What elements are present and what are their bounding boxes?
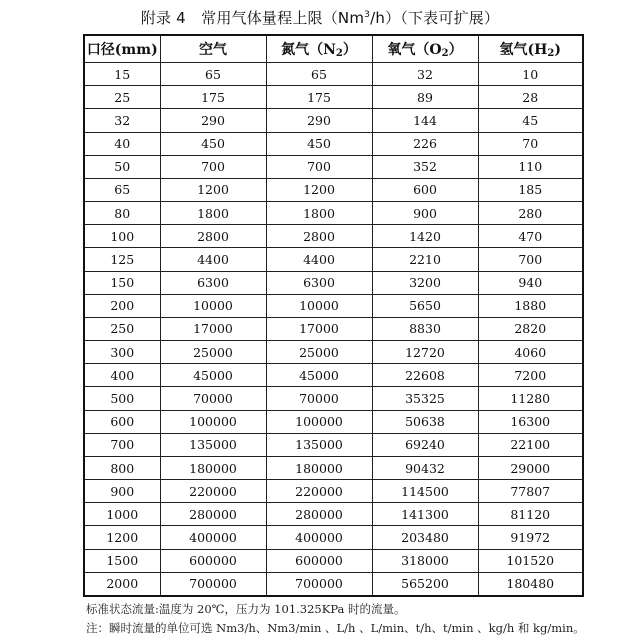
cell-hydrogen: 940 xyxy=(478,271,583,294)
cell-nitrogen: 70000 xyxy=(266,387,372,410)
table-row xyxy=(84,480,583,503)
cell-diameter: 125 xyxy=(84,248,160,271)
cell-diameter: 50 xyxy=(84,155,160,178)
cell-hydrogen: 77807 xyxy=(478,480,583,503)
cell-oxygen: 565200 xyxy=(372,572,478,596)
cell-hydrogen: 11280 xyxy=(478,387,583,410)
note-standard-flow: 标准状态流量:温度为 20℃，压力为 101.325KPa 时的流量。 xyxy=(86,602,406,616)
cell-diameter: 100 xyxy=(84,225,160,248)
cell-oxygen: 141300 xyxy=(372,503,478,526)
cell-nitrogen: 4400 xyxy=(266,248,372,271)
header-oxygen xyxy=(372,35,478,63)
cell-diameter: 200 xyxy=(84,294,160,317)
cell-oxygen: 12720 xyxy=(372,341,478,364)
cell-oxygen: 600 xyxy=(372,178,478,201)
table-row xyxy=(84,364,583,387)
table-row xyxy=(84,225,583,248)
cell-hydrogen: 29000 xyxy=(478,456,583,479)
cell-oxygen: 352 xyxy=(372,155,478,178)
header-hydrogen-close: ) xyxy=(554,42,561,58)
page-title xyxy=(0,8,640,28)
cell-nitrogen: 175 xyxy=(266,86,372,109)
header-diameter: 口径(mm) xyxy=(84,35,160,63)
cell-nitrogen: 6300 xyxy=(266,271,372,294)
cell-nitrogen: 1200 xyxy=(266,178,372,201)
cell-hydrogen: 180480 xyxy=(478,572,583,596)
header-nitrogen-sub: 2 xyxy=(335,48,343,59)
cell-oxygen: 69240 xyxy=(372,433,478,456)
cell-oxygen: 3200 xyxy=(372,271,478,294)
cell-hydrogen: 101520 xyxy=(478,549,583,572)
cell-air: 100000 xyxy=(160,410,266,433)
table-row xyxy=(84,178,583,201)
cell-nitrogen: 600000 xyxy=(266,549,372,572)
cell-oxygen: 318000 xyxy=(372,549,478,572)
header-air: 空气 xyxy=(160,35,266,63)
cell-air: 2800 xyxy=(160,225,266,248)
cell-nitrogen: 100000 xyxy=(266,410,372,433)
cell-air: 700000 xyxy=(160,572,266,596)
cell-oxygen: 2210 xyxy=(372,248,478,271)
cell-oxygen: 35325 xyxy=(372,387,478,410)
table-row xyxy=(84,86,583,109)
cell-diameter: 800 xyxy=(84,456,160,479)
cell-diameter: 300 xyxy=(84,341,160,364)
cell-oxygen: 1420 xyxy=(372,225,478,248)
cell-nitrogen: 700000 xyxy=(266,572,372,596)
table-row xyxy=(84,317,583,340)
cell-hydrogen: 81120 xyxy=(478,503,583,526)
title-prefix: 附录 4 常用气体量程上限（Nm xyxy=(140,9,365,27)
table-row xyxy=(84,387,583,410)
cell-hydrogen: 2820 xyxy=(478,317,583,340)
cell-nitrogen: 180000 xyxy=(266,456,372,479)
cell-air: 290 xyxy=(160,109,266,132)
table-row xyxy=(84,526,583,549)
cell-air: 135000 xyxy=(160,433,266,456)
cell-diameter: 1200 xyxy=(84,526,160,549)
cell-air: 400000 xyxy=(160,526,266,549)
cell-diameter: 2000 xyxy=(84,572,160,596)
cell-air: 17000 xyxy=(160,317,266,340)
cell-oxygen: 32 xyxy=(372,63,478,86)
cell-diameter: 400 xyxy=(84,364,160,387)
cell-air: 180000 xyxy=(160,456,266,479)
table-row xyxy=(84,202,583,225)
cell-nitrogen: 400000 xyxy=(266,526,372,549)
header-nitrogen-close: ） xyxy=(342,42,357,58)
cell-diameter: 40 xyxy=(84,132,160,155)
cell-hydrogen: 470 xyxy=(478,225,583,248)
note-units: 注：瞬时流量的单位可选 Nm3/h、Nm3/min 、L/h 、L/min、t/h、t/min 、kg/h 和 kg/min。 xyxy=(86,621,585,635)
cell-hydrogen: 22100 xyxy=(478,433,583,456)
cell-air: 4400 xyxy=(160,248,266,271)
cell-oxygen: 203480 xyxy=(372,526,478,549)
cell-nitrogen: 25000 xyxy=(266,341,372,364)
cell-air: 65 xyxy=(160,63,266,86)
cell-diameter: 25 xyxy=(84,86,160,109)
cell-hydrogen: 16300 xyxy=(478,410,583,433)
table-row xyxy=(84,63,583,86)
cell-nitrogen: 1800 xyxy=(266,202,372,225)
cell-oxygen: 89 xyxy=(372,86,478,109)
cell-hydrogen: 4060 xyxy=(478,341,583,364)
cell-air: 45000 xyxy=(160,364,266,387)
cell-hydrogen: 110 xyxy=(478,155,583,178)
cell-hydrogen: 91972 xyxy=(478,526,583,549)
cell-hydrogen: 28 xyxy=(478,86,583,109)
cell-nitrogen: 220000 xyxy=(266,480,372,503)
table-row xyxy=(84,155,583,178)
cell-hydrogen: 10 xyxy=(478,63,583,86)
cell-hydrogen: 7200 xyxy=(478,364,583,387)
cell-nitrogen: 65 xyxy=(266,63,372,86)
title-superscript: 3 xyxy=(364,10,371,20)
cell-nitrogen: 700 xyxy=(266,155,372,178)
table-row xyxy=(84,456,583,479)
cell-diameter: 15 xyxy=(84,63,160,86)
cell-air: 70000 xyxy=(160,387,266,410)
cell-air: 700 xyxy=(160,155,266,178)
header-nitrogen xyxy=(266,35,372,63)
table-row xyxy=(84,341,583,364)
cell-diameter: 600 xyxy=(84,410,160,433)
header-hydrogen-text: 氢气(H xyxy=(499,42,548,58)
cell-nitrogen: 10000 xyxy=(266,294,372,317)
table-row xyxy=(84,248,583,271)
table-header-row xyxy=(84,35,583,63)
cell-oxygen: 90432 xyxy=(372,456,478,479)
cell-diameter: 65 xyxy=(84,178,160,201)
cell-nitrogen: 17000 xyxy=(266,317,372,340)
cell-air: 175 xyxy=(160,86,266,109)
cell-air: 220000 xyxy=(160,480,266,503)
table-row xyxy=(84,294,583,317)
table-row xyxy=(84,549,583,572)
cell-oxygen: 144 xyxy=(372,109,478,132)
table-row xyxy=(84,132,583,155)
header-hydrogen-sub: 2 xyxy=(547,48,555,59)
cell-hydrogen: 70 xyxy=(478,132,583,155)
cell-nitrogen: 280000 xyxy=(266,503,372,526)
cell-air: 1200 xyxy=(160,178,266,201)
table-row xyxy=(84,572,583,596)
cell-hydrogen: 700 xyxy=(478,248,583,271)
cell-diameter: 900 xyxy=(84,480,160,503)
cell-air: 25000 xyxy=(160,341,266,364)
cell-diameter: 1500 xyxy=(84,549,160,572)
cell-diameter: 1000 xyxy=(84,503,160,526)
cell-hydrogen: 185 xyxy=(478,178,583,201)
cell-oxygen: 114500 xyxy=(372,480,478,503)
cell-oxygen: 8830 xyxy=(372,317,478,340)
cell-air: 1800 xyxy=(160,202,266,225)
cell-air: 280000 xyxy=(160,503,266,526)
header-oxygen-sub: 2 xyxy=(441,48,449,59)
cell-air: 10000 xyxy=(160,294,266,317)
cell-diameter: 80 xyxy=(84,202,160,225)
cell-nitrogen: 450 xyxy=(266,132,372,155)
cell-nitrogen: 2800 xyxy=(266,225,372,248)
cell-oxygen: 22608 xyxy=(372,364,478,387)
cell-diameter: 250 xyxy=(84,317,160,340)
table-body xyxy=(84,63,583,597)
cell-air: 450 xyxy=(160,132,266,155)
cell-hydrogen: 45 xyxy=(478,109,583,132)
header-oxygen-close: ） xyxy=(448,42,463,58)
cell-nitrogen: 45000 xyxy=(266,364,372,387)
cell-hydrogen: 1880 xyxy=(478,294,583,317)
cell-oxygen: 50638 xyxy=(372,410,478,433)
table-row xyxy=(84,433,583,456)
table-row xyxy=(84,109,583,132)
cell-hydrogen: 280 xyxy=(478,202,583,225)
gas-range-table xyxy=(83,34,584,597)
header-oxygen-text: 氧气（O xyxy=(387,42,442,58)
cell-oxygen: 226 xyxy=(372,132,478,155)
table-row xyxy=(84,271,583,294)
header-nitrogen-text: 氮气（N xyxy=(281,42,336,58)
cell-diameter: 700 xyxy=(84,433,160,456)
cell-air: 600000 xyxy=(160,549,266,572)
cell-nitrogen: 135000 xyxy=(266,433,372,456)
cell-diameter: 32 xyxy=(84,109,160,132)
cell-oxygen: 5650 xyxy=(372,294,478,317)
title-suffix: /h）（下表可扩展） xyxy=(370,9,500,27)
cell-oxygen: 900 xyxy=(372,202,478,225)
table-row xyxy=(84,503,583,526)
cell-diameter: 150 xyxy=(84,271,160,294)
table-row xyxy=(84,410,583,433)
cell-nitrogen: 290 xyxy=(266,109,372,132)
header-hydrogen xyxy=(478,35,583,63)
cell-diameter: 500 xyxy=(84,387,160,410)
cell-air: 6300 xyxy=(160,271,266,294)
